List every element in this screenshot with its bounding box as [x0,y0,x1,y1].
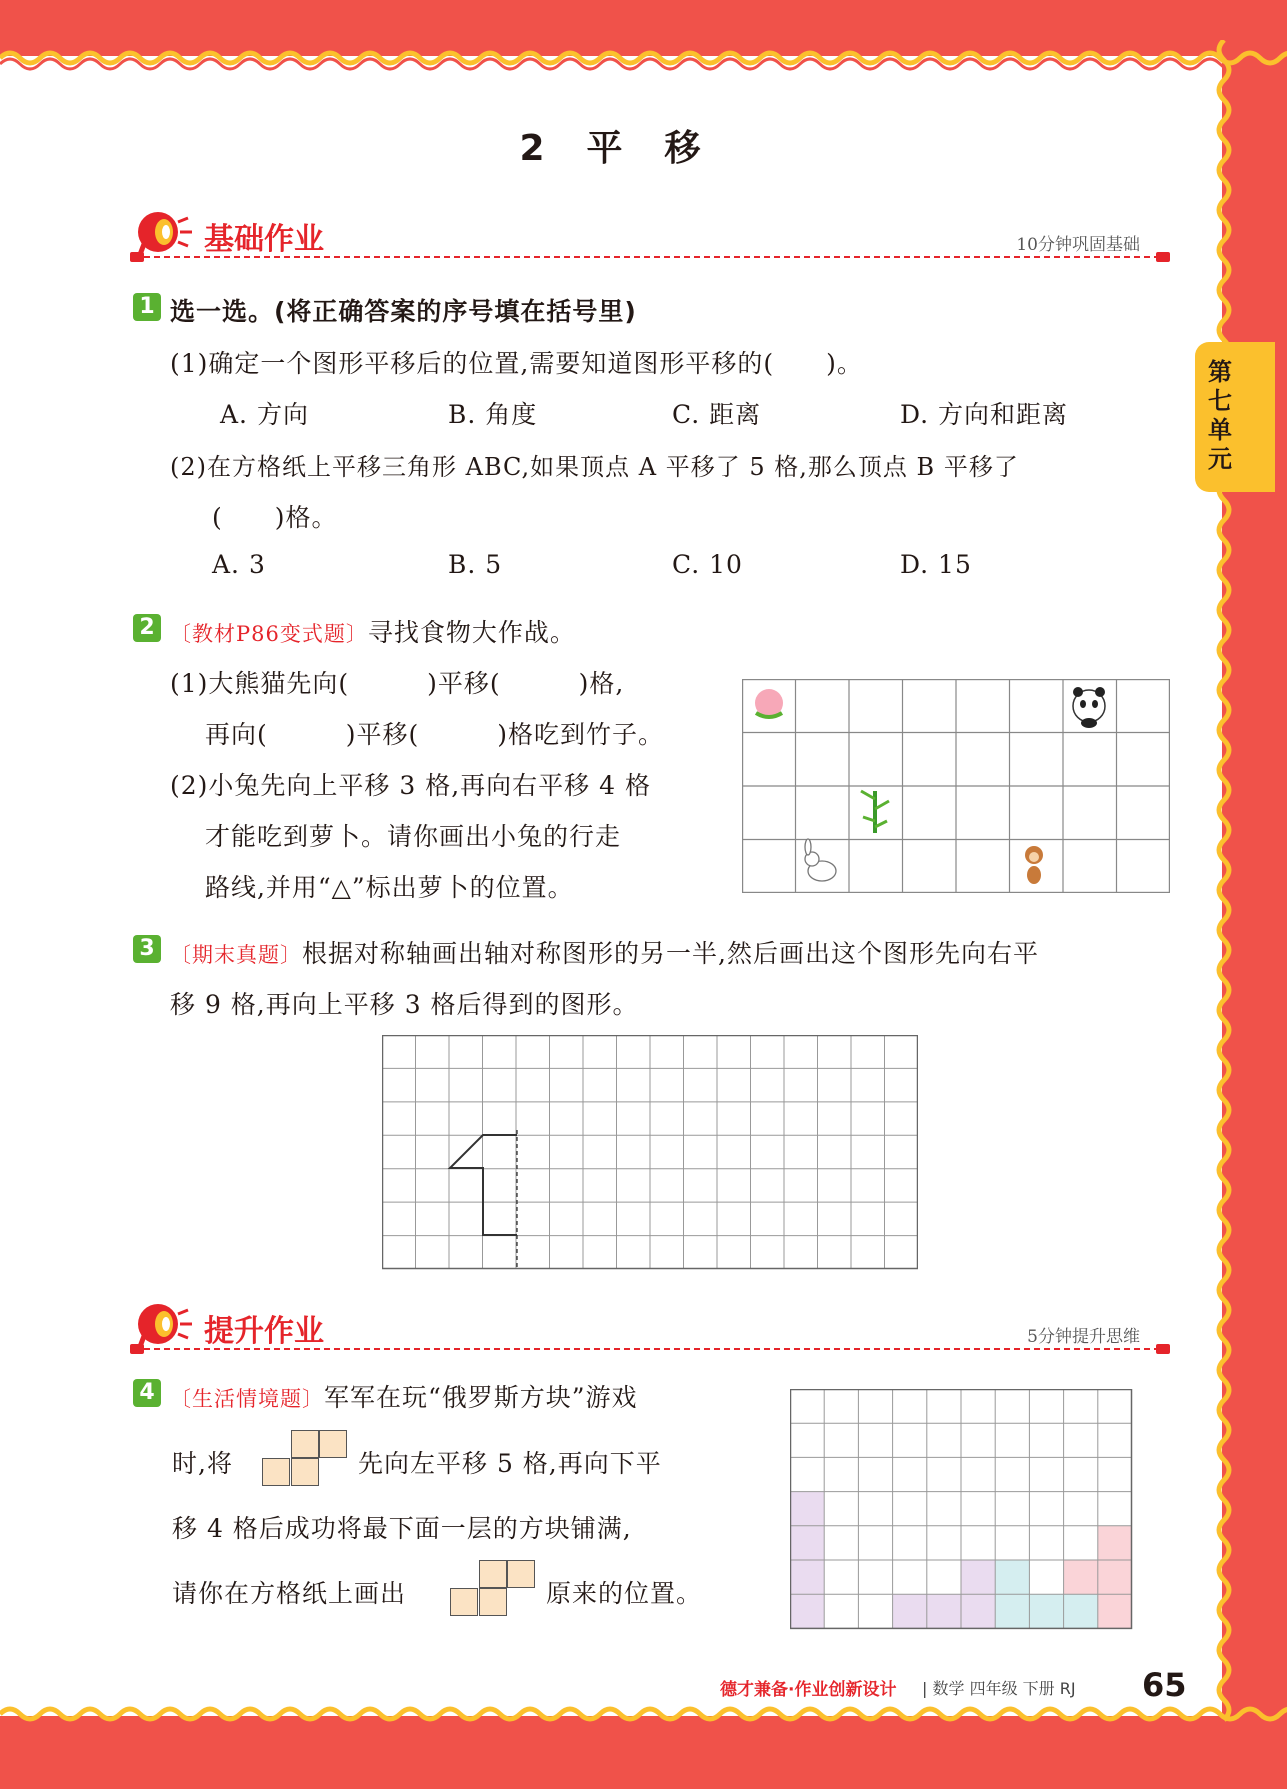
q1-p1-option-c: C. 距离 [672,400,762,429]
monkey-icon [1025,846,1043,884]
q4-line1 [170,1378,638,1414]
divider-end-left [130,252,144,262]
right-wavy-border [1210,40,1240,1730]
title-word1: 平 [586,128,625,169]
q1-part2-line2: ( )格。 [212,503,338,532]
q3-line2: 移 9 格,再向上平移 3 格后得到的图形。 [170,990,639,1019]
q1-p2-option-c: C. 10 [672,550,743,579]
q3-symmetry-grid[interactable] [382,1035,918,1271]
question-3-number: 3 [133,935,161,963]
title-number: 2 [519,128,547,169]
q4-line4b: 原来的位置。 [546,1579,703,1608]
q3-line1 [170,934,1039,970]
q2-stem: 寻找食物大作战。 [367,618,576,647]
title-word2: 移 [664,128,703,169]
tetromino-s-piece [450,1560,540,1618]
q2-food-grid[interactable] [742,679,1170,893]
footer-info: | 数学 四年级 下册 RJ [922,1679,1076,1698]
q2-line1: (1)大熊猫先向( )平移( )格, [170,669,625,698]
q2-header [170,613,576,649]
section-basic-header [130,208,1170,278]
q1-stem: 选一选。(将正确答案的序号填在括号里) [170,297,637,326]
q4-tetris-grid[interactable] [790,1389,1135,1631]
q4-line4a: 请你在方格纸上画出 [172,1579,407,1608]
q2-line3: (2)小兔先向上平移 3 格,再向右平移 4 格 [170,771,651,800]
bottom-wavy-border [0,1700,1287,1730]
top-wavy-border [0,44,1287,74]
q2-line2: 再向( )平移( )格吃到竹子。 [170,720,664,749]
q4-line2b: 先向左平移 5 格,再向下平 [358,1449,662,1478]
section-advanced-label: 提升作业 [204,1314,324,1349]
rabbit-icon [805,839,836,881]
section-advanced-header [130,1300,1170,1370]
section-basic-divider [134,256,1170,258]
q4-line1-text: 军军在玩“俄罗斯方块”游戏 [324,1383,638,1412]
q1-part2-line1: (2)在方格纸上平移三角形 ABC,如果顶点 A 平移了 5 格,那么顶点 B 平移了 [170,453,1019,481]
q4-tag: 〔生活情境题〕 [170,1387,324,1411]
q1-p2-option-d: D. 15 [900,550,972,579]
page-number: 65 [1142,1666,1187,1704]
q1-p1-option-b: B. 角度 [448,400,538,429]
divider-end-right [1156,1344,1170,1354]
footer-series: 德才兼备·作业创新设计 [720,1680,897,1700]
question-2-number: 2 [133,614,161,642]
divider-end-left [130,1344,144,1354]
q2-line4: 才能吃到萝卜。请你画出小兔的行走 [170,822,621,851]
tetromino-s-piece [262,1430,352,1488]
half-figure [450,1135,517,1235]
q4-line2a: 时,将 [172,1449,233,1478]
question-4-number: 4 [133,1379,161,1407]
q4-line3: 移 4 格后成功将最下面一层的方块铺满, [172,1514,632,1543]
q1-p2-option-a: A. 3 [212,550,266,579]
peach-icon [755,689,783,717]
unit-side-tab-label: 第七单元 [1208,358,1232,473]
q1-part1: (1)确定一个图形平移后的位置,需要知道图形平移的( )。 [170,349,863,378]
q2-tag: 〔教材P86变式题〕 [170,622,368,646]
section-basic-note: 10分钟巩固基础 [1016,235,1140,255]
question-1-number: 1 [133,293,161,321]
q1-p1-option-d: D. 方向和距离 [900,400,1069,429]
page-title [0,120,1222,171]
q3-tag: 〔期末真题〕 [170,943,302,967]
bamboo-icon [861,791,889,833]
q2-line5: 路线,并用“△”标出萝卜的位置。 [170,873,574,902]
q3-line1-text: 根据对称轴画出轴对称图形的另一半,然后画出这个图形先向右平 [302,939,1039,968]
divider-end-right [1156,252,1170,262]
section-advanced-note: 5分钟提升思维 [1027,1327,1140,1347]
q1-p1-option-a: A. 方向 [220,400,309,429]
section-advanced-divider [134,1348,1170,1350]
q1-p2-option-b: B. 5 [448,550,503,579]
panda-icon [1073,687,1105,728]
section-basic-label: 基础作业 [204,222,324,257]
